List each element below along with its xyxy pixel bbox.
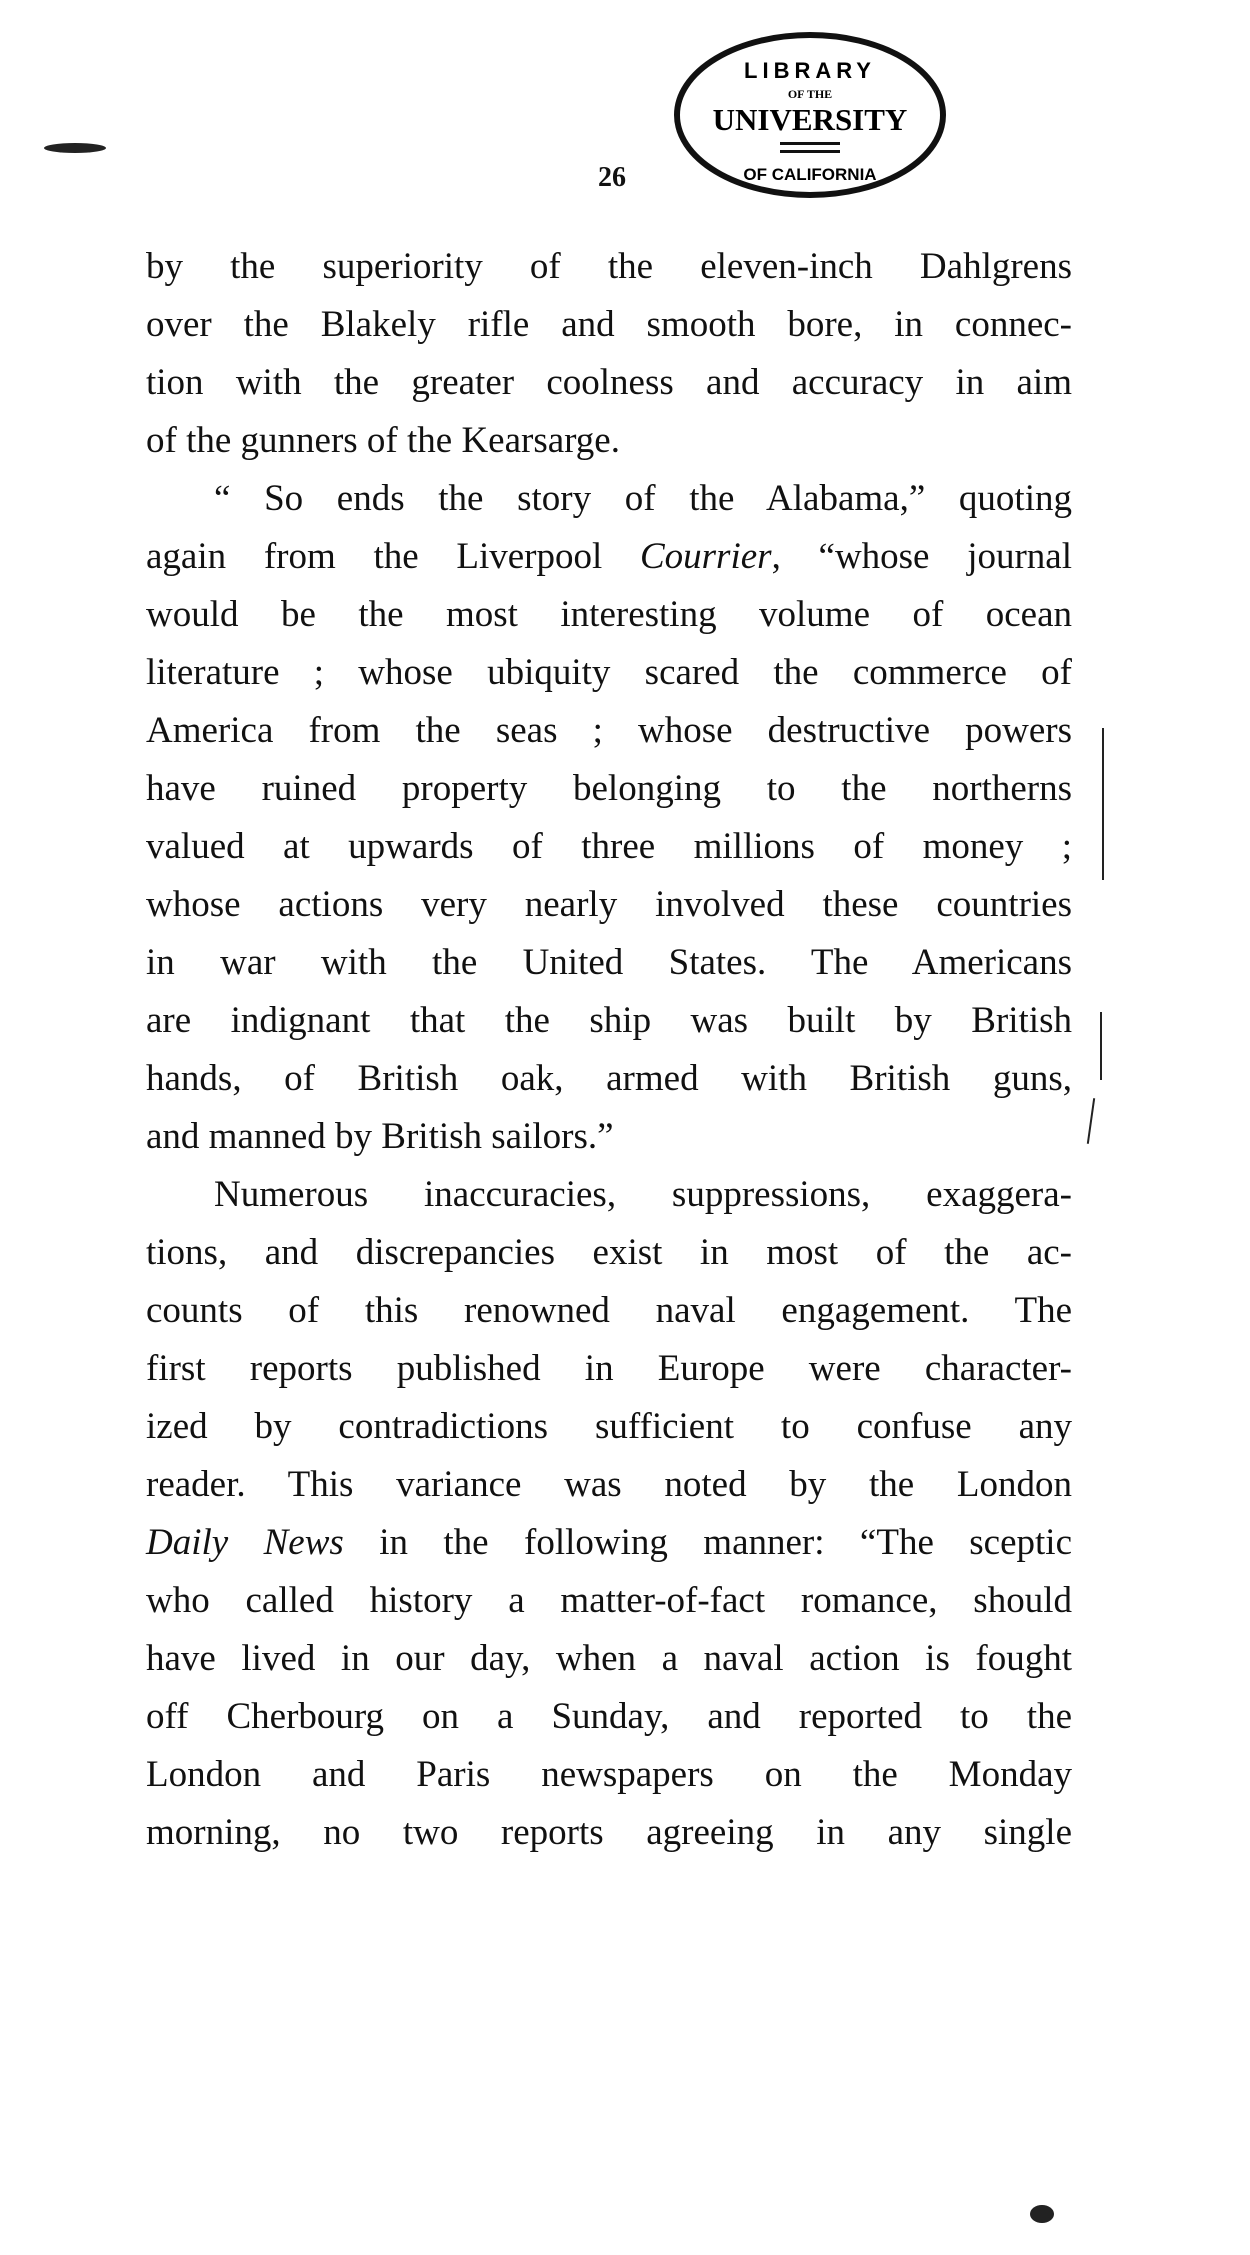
text-segment: morning, no two reports agreeing in any single (146, 1812, 1072, 1853)
text-line (146, 470, 1072, 528)
text-line (146, 1224, 1072, 1282)
text-segment: London and Paris newspapers on the Monday (146, 1754, 1072, 1795)
text-line (146, 1398, 1072, 1456)
text-segment: who called history a matter-of-fact romance, should (146, 1580, 1072, 1621)
text-segment: in war with the United States. The Americans (146, 942, 1072, 983)
text-segment: counts of this renowned naval engagement. The (146, 1290, 1072, 1331)
text-segment: reader. This variance was noted by the London (146, 1464, 1072, 1505)
ink-blot (44, 143, 106, 153)
text-segment: “ So ends the story of the Alabama,” quoting (214, 478, 1072, 519)
text-line (146, 1456, 1072, 1514)
text-line (146, 760, 1072, 818)
text-segment: off Cherbourg on a Sunday, and reported to the (146, 1696, 1072, 1737)
text-segment: literature ; whose ubiquity scared the commerce of (146, 652, 1072, 693)
text-line (146, 644, 1072, 702)
text-line (146, 818, 1072, 876)
text-line (146, 1804, 1072, 1862)
text-segment: have ruined property belonging to the northerns (146, 768, 1072, 809)
ink-blot (1030, 2205, 1054, 2223)
text-segment: again from the Liverpool (146, 536, 640, 577)
text-line (146, 1108, 1072, 1166)
text-line (146, 876, 1072, 934)
margin-mark (1087, 1098, 1095, 1144)
text-line (146, 934, 1072, 992)
body-text (146, 238, 1072, 1862)
text-segment: by the superiority of the eleven-inch Dahlgrens (146, 246, 1072, 287)
text-segment: tions, and discrepancies exist in most of the ac- (146, 1232, 1072, 1273)
text-line (146, 1050, 1072, 1108)
text-segment: in the following manner: “The sceptic (343, 1522, 1072, 1563)
text-line (146, 1688, 1072, 1746)
text-line (146, 702, 1072, 760)
stamp-text: OF CALIFORNIA (743, 165, 877, 184)
text-line (146, 296, 1072, 354)
text-segment: Numerous inaccuracies, suppressions, exaggera- (214, 1174, 1072, 1215)
text-segment: ized by contradictions sufficient to confuse any (146, 1406, 1072, 1447)
stamp-text: OF THE (787, 87, 833, 101)
text-line (146, 1340, 1072, 1398)
text-line (146, 1572, 1072, 1630)
page-number: 26 (598, 162, 626, 193)
text-line (146, 412, 1072, 470)
stamp-text: LIBRARY (744, 58, 876, 83)
text-segment: , “whose journal (771, 536, 1072, 577)
text-line (146, 1282, 1072, 1340)
text-line (146, 992, 1072, 1050)
text-line (146, 1514, 1072, 1572)
text-segment: America from the seas ; whose destructive powers (146, 710, 1072, 751)
stamp-text: UNIVERSITY (712, 102, 908, 137)
text-line (146, 1746, 1072, 1804)
text-segment: of the gunners of the Kearsarge. (146, 420, 620, 461)
text-segment: whose actions very nearly involved these countries (146, 884, 1072, 925)
text-segment: tion with the greater coolness and accuracy in aim (146, 362, 1072, 403)
text-segment: hands, of British oak, armed with British guns, (146, 1058, 1072, 1099)
text-segment: over the Blakely rifle and smooth bore, in connec- (146, 304, 1072, 345)
margin-mark (1100, 1012, 1102, 1080)
text-segment: are indignant that the ship was built by British (146, 1000, 1072, 1041)
italic-text: Courrier (639, 536, 772, 577)
text-line (146, 586, 1072, 644)
text-line (146, 238, 1072, 296)
italic-text: Daily News (146, 1522, 344, 1563)
text-line (146, 1166, 1072, 1224)
text-line (146, 528, 1072, 586)
text-segment: have lived in our day, when a naval action is fought (146, 1638, 1072, 1679)
text-segment: first reports published in Europe were character- (146, 1348, 1072, 1389)
text-line (146, 1630, 1072, 1688)
text-line (146, 354, 1072, 412)
text-segment: would be the most interesting volume of ocean (146, 594, 1072, 635)
margin-mark (1102, 728, 1104, 880)
text-segment: and manned by British sailors.” (146, 1116, 614, 1157)
text-segment: valued at upwards of three millions of money ; (146, 826, 1072, 867)
library-stamp (672, 30, 948, 200)
